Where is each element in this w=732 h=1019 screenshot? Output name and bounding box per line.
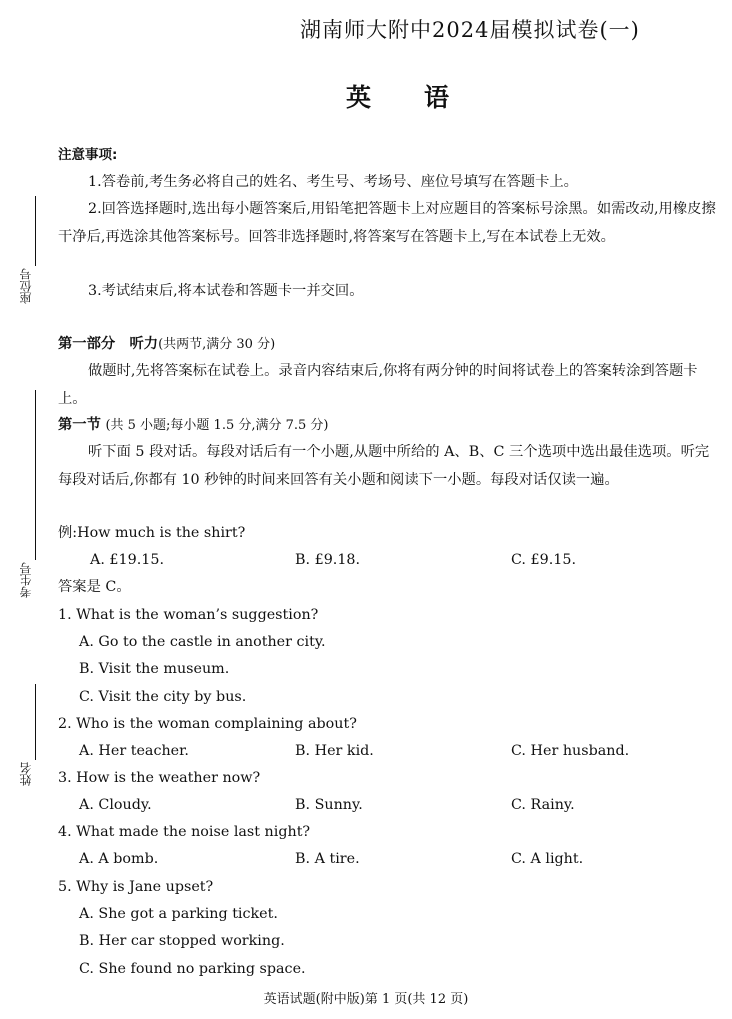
question-4: 4. What made the noise last night? <box>58 824 311 840</box>
part1-heading <box>58 330 720 359</box>
example-option-a: A. £19.15. <box>90 552 164 568</box>
q1-option-b: B. Visit the museum. <box>79 661 230 677</box>
note-item-3: 3.考试结束后,将本试卷和答题卡一并交回。 <box>88 283 364 299</box>
q2-option-b: B. Her kid. <box>295 743 374 759</box>
exam-title: 湖南师大附中2024届模拟试卷(一) <box>300 18 640 42</box>
name-label: 姓名 <box>19 762 33 786</box>
part1-title: 第一部分 听力 <box>58 336 159 352</box>
part1-instruction: 做题时,先将答案标在试卷上。录音内容结束后,你将有两分钟的时间将试卷上的答案转涂到答题卡上。 <box>58 363 698 407</box>
seat-line <box>35 196 36 266</box>
q1-option-a: A. Go to the castle in another city. <box>79 634 326 650</box>
note-item-2: 2.回答选择题时,选出每小题答案后,用铅笔把答题卡上对应题目的答案标号涂黑。如需改动,用橡皮擦干净后,再选涂其他答案标号。回答非选择题时,将答案写在答题卡上,写在本试卷上无效。 <box>58 201 716 245</box>
part1-note: (共两节,满分 30 分) <box>158 337 276 352</box>
section1-instruction: 听下面 5 段对话。每段对话后有一个小题,从题中所给的 A、B、C 三个选项中选出最佳选项。听完每段对话后,你都有 10 秒钟的时间来回答有关小题和阅读下一小题。每段对话仅读一遍。 <box>58 444 710 488</box>
notes-heading: 注意事项: <box>58 147 118 163</box>
q4-option-c: C. A light. <box>511 851 584 867</box>
exam-no-label: 考生号 <box>19 562 33 598</box>
example-answer: 答案是 C。 <box>58 579 131 595</box>
name-line <box>35 684 36 760</box>
question-2: 2. Who is the woman complaining about? <box>58 716 357 732</box>
q5-option-b: B. Her car stopped working. <box>79 933 285 949</box>
section1-note: (共 5 小题;每小题 1.5 分,满分 7.5 分) <box>105 418 329 433</box>
exam-no-line <box>35 390 36 560</box>
q3-option-a: A. Cloudy. <box>79 797 152 813</box>
q5-option-a: A. She got a parking ticket. <box>79 906 278 922</box>
q2-option-a: A. Her teacher. <box>79 743 189 759</box>
question-3: 3. How is the weather now? <box>58 770 261 786</box>
example-question: 例:How much is the shirt? <box>58 525 246 541</box>
q3-option-b: B. Sunny. <box>295 797 363 813</box>
q4-option-b: B. A tire. <box>295 851 360 867</box>
seat-label: 座位号 <box>19 268 33 304</box>
q3-option-c: C. Rainy. <box>511 797 575 813</box>
q1-option-c: C. Visit the city by bus. <box>79 689 247 705</box>
example-option-b: B. £9.18. <box>295 552 361 568</box>
subject-title: 英 语 <box>346 83 464 112</box>
q4-option-a: A. A bomb. <box>79 851 159 867</box>
section1-title: 第一节 <box>58 417 101 433</box>
section1-heading <box>58 411 720 440</box>
q2-option-c: C. Her husband. <box>511 743 630 759</box>
note-item-1: 1.答卷前,考生务必将自己的姓名、考生号、考场号、座位号填写在答题卡上。 <box>88 174 578 190</box>
example-option-c: C. £9.15. <box>511 552 576 568</box>
q5-option-c: C. She found no parking space. <box>79 961 306 977</box>
question-5: 5. Why is Jane upset? <box>58 879 214 895</box>
question-1: 1. What is the woman’s suggestion? <box>58 607 319 623</box>
page-footer: 英语试题(附中版)第 1 页(共 12 页) <box>263 992 469 1007</box>
